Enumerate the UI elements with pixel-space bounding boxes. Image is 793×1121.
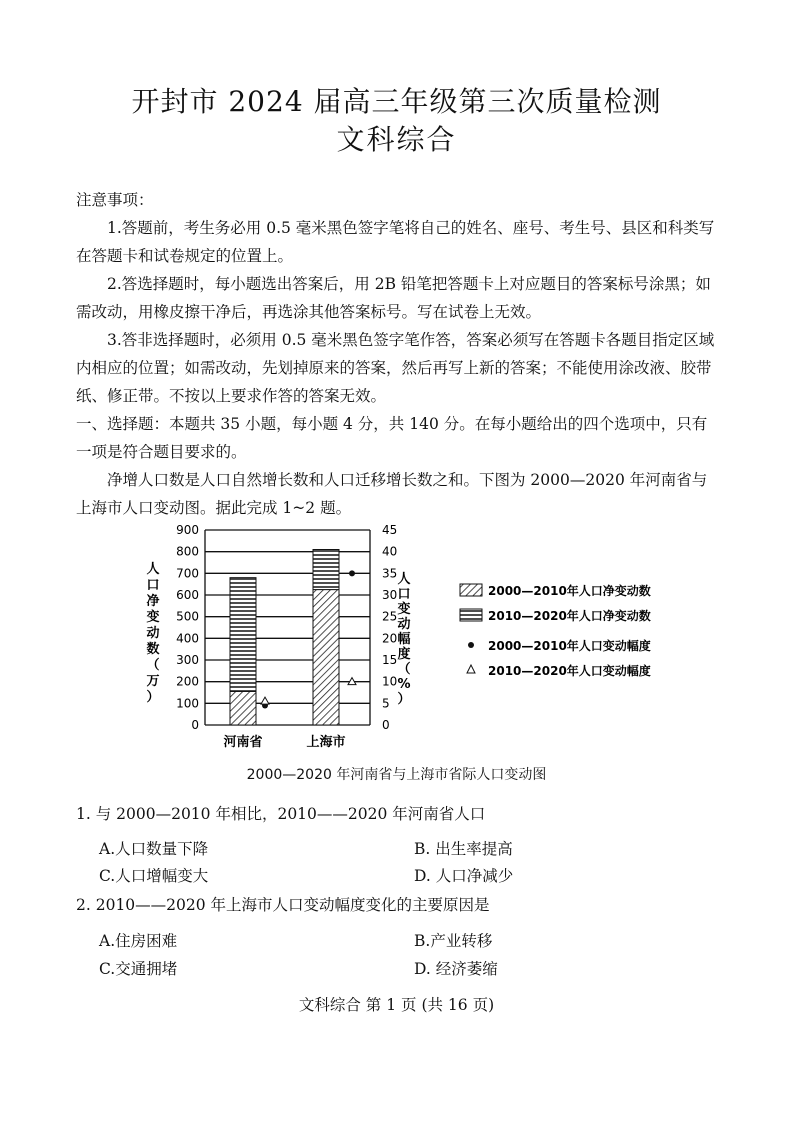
- y-left-tick-label: 0: [191, 718, 199, 732]
- chart-caption: 2000—2020 年河南省与上海市省际人口变动图: [246, 767, 547, 783]
- q2-option-c: C.交通拥堵: [99, 960, 178, 978]
- bar-2010-2020: [230, 578, 256, 692]
- question-2-stem: 2. 2010——2020 年上海市人口变动幅度变化的主要原因是: [76, 896, 490, 914]
- notice-1: 1.答题前，考生务必用 0.5 毫米黑色签字笔将自己的姓名、座号、考生号、县区和科类写在答题卡和试卷规定的位置上。: [76, 219, 715, 265]
- bar-2010-2020: [313, 550, 339, 590]
- y-left-tick-label: 200: [176, 674, 199, 689]
- y-right-tick-label: 45: [382, 523, 398, 537]
- y-left-tick-label: 500: [176, 609, 199, 624]
- notice-3: 3.答非选择题时，必须用 0.5 毫米黑色签字笔作答，答案必须写在答题卡各题目指定区域内相应的位置；如需改动，先划掉原来的答案，然后再写上新的答案；不能使用涂改液、胶带纸、修正带。不按以上要求作答的答案无效。: [76, 331, 715, 405]
- category-label: 上海市: [306, 735, 346, 750]
- population-chart: [140, 518, 660, 762]
- section-intro: 一、选择题：本题共 35 小题，每小题 4 分，共 140 分。在每小题给出的四个选项中，只有一项是符合题目要求的。: [76, 415, 708, 461]
- bar-2000-2010: [313, 590, 339, 725]
- legend-label: 2000—2010年人口变动幅度: [488, 639, 651, 653]
- legend-dot: [468, 642, 474, 648]
- y-left-tick-label: 900: [176, 523, 199, 537]
- category-label: 河南省: [223, 735, 263, 750]
- notice-2: 2.答选择题时，每小题选出答案后，用 2B 铅笔把答题卡上对应题目的答案标号涂黑；如需改动，用橡皮擦干净后，再选涂其他答案标号。写在试卷上无效。: [76, 275, 711, 321]
- legend-swatch: [460, 609, 482, 621]
- material-text: 净增人口数是人口自然增长数和人口迁移增长数之和。下图为 2000—2020 年河南省与上海市人口变动图。据此完成 1~2 题。: [76, 471, 708, 517]
- q1-option-b: B. 出生率提高: [414, 840, 513, 858]
- y-left-tick-label: 600: [176, 588, 199, 602]
- y-left-tick-label: 700: [176, 566, 199, 581]
- exam-subtitle: 文科综合: [336, 123, 457, 156]
- y-right-tick-label: 20: [382, 631, 398, 646]
- q1-option-a: A.人口数量下降: [99, 840, 209, 858]
- legend-label: 2010—2020年人口变动幅度: [488, 664, 651, 678]
- y-right-tick-label: 0: [382, 718, 390, 732]
- legend-label: 2000—2010年人口净变动数: [488, 584, 651, 598]
- q1-option-c: C.人口增幅变大: [99, 867, 209, 885]
- notice-title: 注意事项：: [76, 191, 154, 209]
- chart-svg: [140, 518, 660, 758]
- q2-option-b: B.产业转移: [414, 932, 493, 950]
- legend-triangle: [467, 665, 475, 673]
- y-left-tick-label: 300: [176, 653, 199, 667]
- y-right-label: 人口变动幅度（%）: [397, 572, 411, 707]
- point-2000-2010: [349, 570, 355, 576]
- legend-label: 2010—2020年人口净变动数: [488, 609, 651, 623]
- q2-option-a: A.住房困难: [99, 932, 178, 950]
- legend-swatch: [460, 584, 482, 596]
- bar-2000-2010: [230, 691, 256, 725]
- y-right-tick-label: 15: [382, 653, 398, 667]
- q1-option-d: D. 人口净减少: [414, 867, 514, 885]
- page-footer: 文科综合 第 1 页 (共 16 页): [298, 996, 495, 1014]
- y-right-tick-label: 5: [382, 696, 390, 711]
- q2-option-d: D. 经济萎缩: [414, 960, 498, 978]
- exam-title: 开封市 2024 届高三年级第三次质量检测: [131, 85, 662, 118]
- y-right-tick-label: 40: [382, 544, 398, 559]
- y-left-tick-label: 100: [176, 696, 199, 711]
- y-right-tick-label: 25: [382, 609, 398, 624]
- y-left-tick-label: 800: [176, 544, 199, 559]
- point-2010-2020: [261, 697, 269, 704]
- y-right-tick-label: 30: [382, 588, 398, 602]
- y-right-tick-label: 35: [382, 566, 398, 581]
- question-1-stem: 1. 与 2000—2010 年相比，2010——2020 年河南省人口: [76, 805, 486, 823]
- y-left-tick-label: 400: [176, 631, 199, 646]
- y-left-label: 人口净变动数（万）: [146, 562, 160, 705]
- y-right-tick-label: 10: [382, 674, 398, 689]
